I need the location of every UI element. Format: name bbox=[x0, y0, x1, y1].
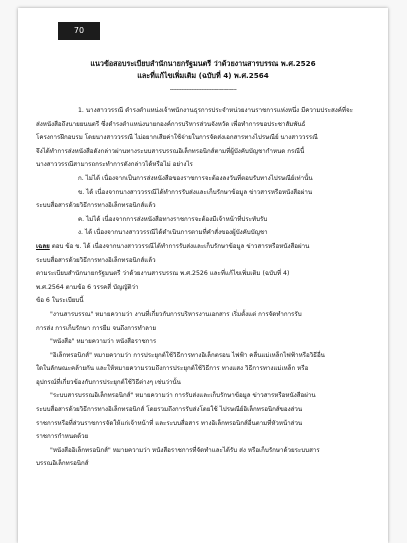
definition-line: ใดในลักษณะคล้ายกัน และให้หมายความรวมถึงการประยุกต์ใช้วิธีการ ทางแสง วิธีการทางแม่เหล็ก หรือ bbox=[36, 365, 309, 373]
question-line: นางสาววรรณีสามารถกระทำการดังกล่าวได้หรือไม่ อย่างไร bbox=[36, 161, 193, 169]
question-line: โครงการฝึกอบรม โดยนางสาววรรณี ไม่อยากเสียค่าใช้จ่ายในการจัดส่งเอกสารทางไปรษณีย์ นางสาววรรณี bbox=[36, 134, 318, 142]
answer-line: พ.ศ.2564 ตามข้อ 6 วรรคสี่ บัญญัติว่า bbox=[36, 283, 139, 291]
definition-line: อุปกรณ์ที่เกี่ยวข้องกับการประยุกต์ใช้วิธีต่างๆ เช่นว่านั้น bbox=[36, 378, 181, 386]
question-line: 1. นางสาววรรณี ดำรงตำแหน่งเจ้าพนักงานธุรการประจำหน่วยงานราชการแห่งหนึ่ง มีความประสงค์ที่จะ bbox=[78, 107, 353, 114]
definition-line: การส่ง การเก็บรักษา การยืม จนถึงการทำลาย bbox=[36, 324, 157, 332]
document-body bbox=[36, 104, 372, 471]
choice-a: ก. ไม่ได้ เนื่องจากเป็นการส่งหนังสือของราชการจะต้องลงวันที่ตอบรับทางไปรษณีย์เท่านั้น bbox=[78, 174, 313, 182]
choice-b-cont: ระบบสื่อสารด้วยวิธีการทางอิเล็กทรอนิกส์แล้ว bbox=[36, 202, 156, 210]
answer-line: ตามระเบียบสำนักนายกรัฐมนตรี ว่าด้วยงานสารบรรณ พ.ศ.2526 และที่แก้ไขเพิ่มเติม (ฉบับที่ 4) bbox=[36, 270, 290, 278]
answer-label: เฉลย bbox=[36, 242, 50, 250]
definition-line: ราชการหรือที่ส่วนราชการจัดให้แก่เจ้าหน้าที่ และระบบสื่อสาร ทางอิเล็กทรอนิกส์อื่นตามที่หัวหน้าส่วน bbox=[36, 419, 303, 427]
definition-line: "งานสารบรรณ" หมายความว่า งานที่เกี่ยวกับการบริหารงานเอกสาร เริ่มตั้งแต่ การจัดทำการรับ bbox=[50, 310, 302, 318]
answer-line: ระบบสื่อสารด้วยวิธีการทางอิเล็กทรอนิกส์แล้ว bbox=[36, 256, 156, 264]
page-number: 70 bbox=[58, 22, 100, 40]
definition-line: "หนังสืออิเล็กทรอนิกส์" หมายความว่า หนังสือราชการที่จัดทำและได้รับ ส่ง หรือเก็บรักษาด้วยระบบสาร bbox=[50, 446, 320, 454]
question-line: ส่งหนังสือถึงนายยนนตรี ซึ่งดำรงตำแหน่งนายกองค์การบริหารส่วนจังหวัด เพื่อทำการขอประชาสัมพันธ์ bbox=[36, 120, 306, 128]
choice-c: ค. ไม่ได้ เนื่องจากการส่งหนังสือทางราชการจะต้องมีเจ้าหน้าที่ประทับรับ bbox=[78, 215, 268, 223]
question-line: จึงได้ทำการส่งหนังสือดังกล่าวผ่านทางระบบสารบรรณอิเล็กทรอนิกส์ตามที่ผู้บังคับบัญชากำหนด กรณีนี้ bbox=[36, 147, 305, 155]
definition-line: ราชการกำหนดด้วย bbox=[36, 433, 89, 441]
definition-line: ระบบสื่อสารด้วยวิธีการทางอิเล็กทรอนิกส์ โดยรวมถึงการรับส่งโดยใช้ ไปรษณีย์อิเล็กทรอนิกส์ของส่วน bbox=[36, 406, 303, 414]
document-title-line-1: แนวข้อสอบระเบียบสำนักนายกรัฐมนตรี ว่าด้วยงานสารบรรณ พ.ศ.2526 bbox=[90, 59, 316, 68]
document-page bbox=[18, 8, 388, 543]
definition-line: "อิเล็กทรอนิกส์" หมายความว่า การประยุกต์ใช้วิธีการทางอิเล็กตรอน ไฟฟ้า คลื่นแม่เหล็กไฟฟ้าหรือวิธีอื่น bbox=[50, 351, 325, 359]
choice-d: ง. ได้ เนื่องจากนางสาววรรณีได้ดำเนินการตามที่คำสั่งของผู้บังคับบัญชา bbox=[78, 229, 268, 237]
definition-line: "ระบบสารบรรณอิเล็กทรอนิกส์" หมายความว่า การรับส่งและเก็บรักษาข้อมูล ข่าวสารหรือหนังสือผ่าน bbox=[50, 392, 316, 400]
answer-line: ข้อ 6 ในระเบียบนี้ bbox=[36, 297, 84, 305]
answer-text: ตอบ ข้อ ข. ได้ เนื่องจากนางสาววรรณีได้ทำการรับส่งและเก็บรักษาข้อมูล ข่าวสารหรือหนังสือผ่าน bbox=[49, 242, 310, 250]
answer-line bbox=[36, 240, 372, 254]
definition-line: "หนังสือ" หมายความว่า หนังสือราชการ bbox=[50, 338, 157, 346]
definition-line: บรรณอิเล็กทรอนิกส์ bbox=[36, 460, 89, 468]
document-title-line-2: และที่แก้ไขเพิ่มเติม (ฉบับที่ 4) พ.ศ.2564 bbox=[137, 71, 269, 80]
title-divider: ---------------------------------------- bbox=[169, 86, 237, 93]
choice-b: ข. ได้ เนื่องจากนางสาววรรณีได้ทำการรับส่งและเก็บรักษาข้อมูล ข่าวสารหรือหนังสือผ่าน bbox=[78, 188, 313, 196]
